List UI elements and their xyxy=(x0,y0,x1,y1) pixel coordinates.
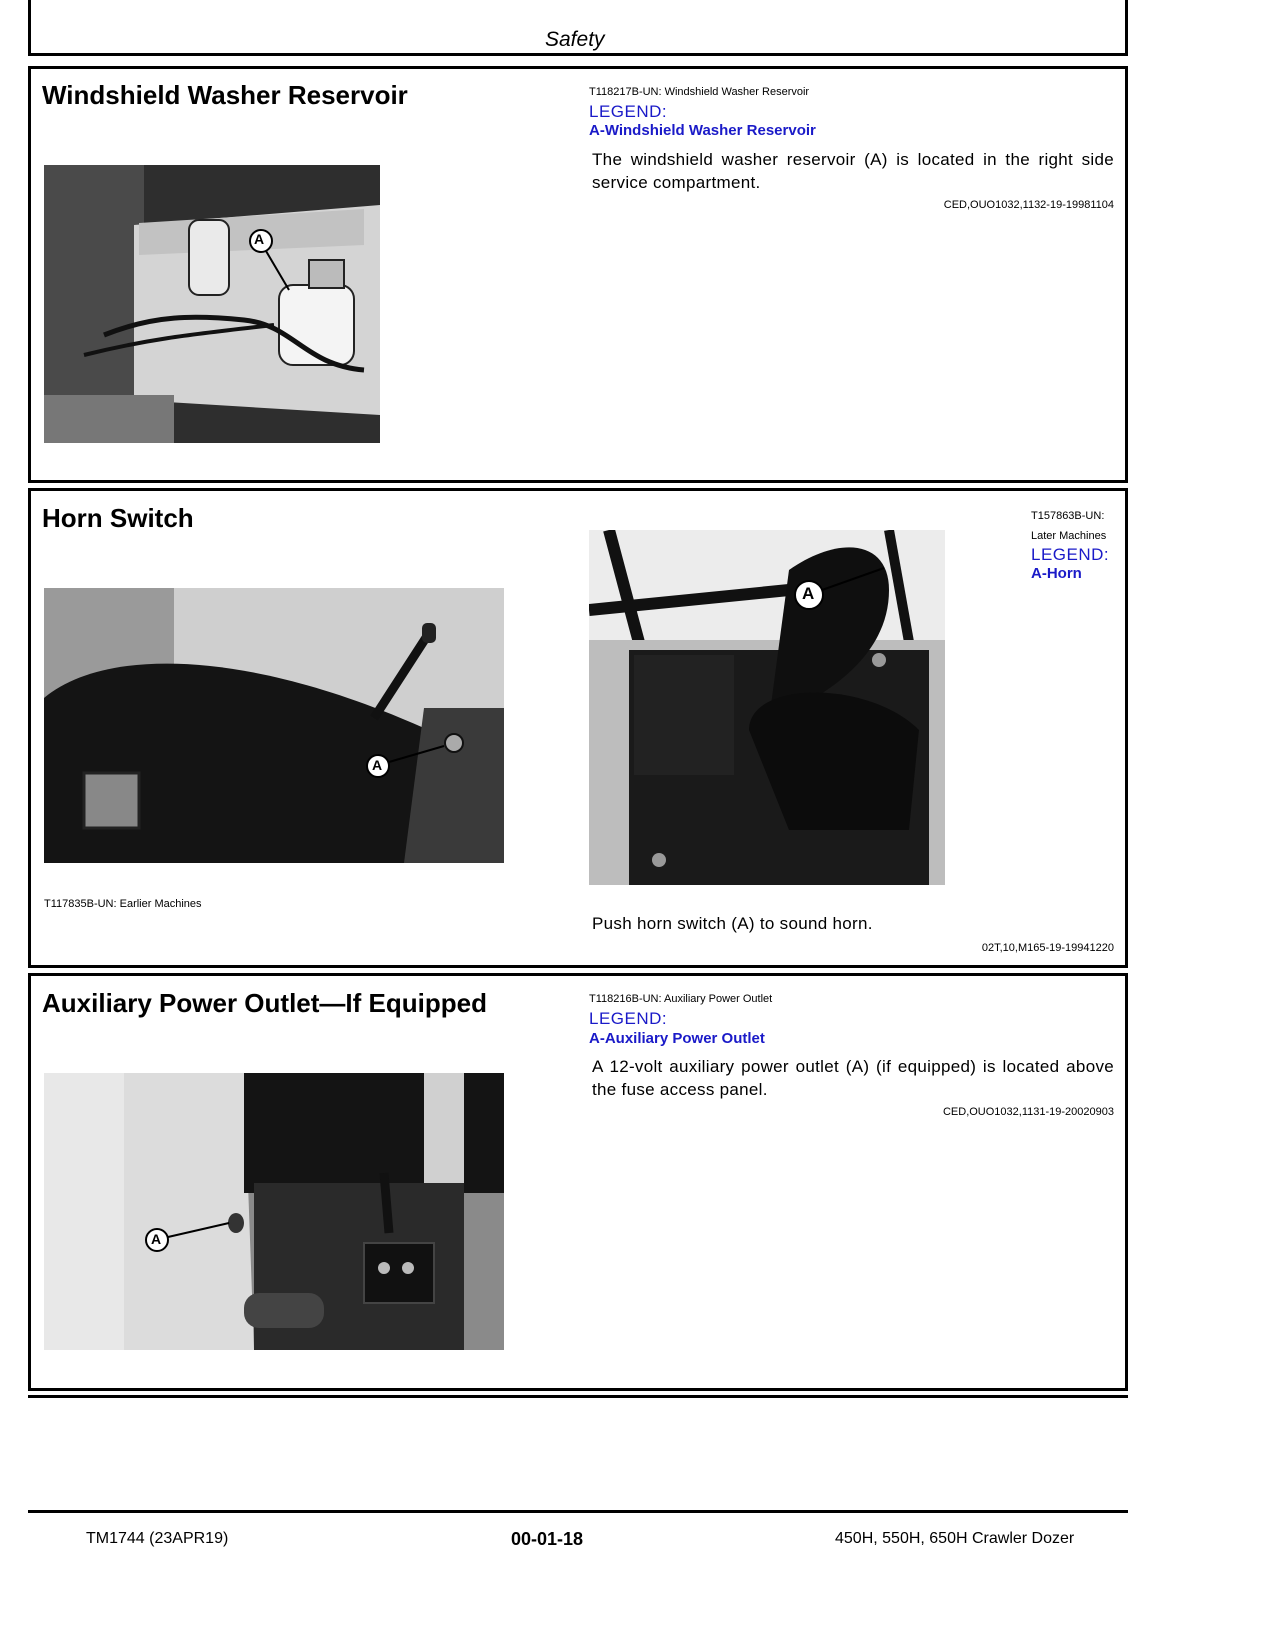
callout-a-label: A xyxy=(802,584,815,603)
footer-manual-id: TM1744 (23APR19) xyxy=(86,1530,229,1547)
footer-rule xyxy=(28,1510,1128,1513)
legend-item: A-Horn xyxy=(1031,565,1082,582)
body-text: A 12-volt auxiliary power outlet (A) (if equipped) is located above the fuse access panel. xyxy=(592,1057,1114,1099)
legend-item: A-Windshield Washer Reservoir xyxy=(589,122,816,139)
reference-code: 02T,10,M165-19-19941220 xyxy=(981,942,1114,954)
legend-item: A-Auxiliary Power Outlet xyxy=(589,1030,765,1047)
legend-label: LEGEND: xyxy=(1031,545,1110,564)
body-text: Push horn switch (A) to sound horn. xyxy=(592,914,873,933)
figure-caption: T118217B-UN: Windshield Washer Reservoir xyxy=(589,86,810,98)
figure-caption-right-line2: Later Machines xyxy=(1031,530,1107,542)
reference-code: CED,OUO1032,1131-19-20020903 xyxy=(942,1106,1114,1118)
figure-caption-right-line1: T157863B-UN: xyxy=(1031,510,1105,522)
reference-code: CED,OUO1032,1132-19-19981104 xyxy=(943,199,1114,211)
legend-label: LEGEND: xyxy=(589,102,668,121)
body-text: The windshield washer reservoir (A) is located in the right side service compartment. xyxy=(592,150,1114,192)
callout-a-label: A xyxy=(254,231,265,247)
legend-label: LEGEND: xyxy=(589,1009,668,1028)
footer-page-number: 00-01-18 xyxy=(511,1529,584,1549)
figure-caption: T118216B-UN: Auxiliary Power Outlet xyxy=(589,993,773,1005)
page-header-title: Safety xyxy=(545,28,605,51)
footer-model-name: 450H, 550H, 650H Crawler Dozer xyxy=(835,1530,1075,1547)
figure-caption-left: T117835B-UN: Earlier Machines xyxy=(44,898,202,910)
aux-power-outlet-photo xyxy=(44,1073,504,1350)
section-title: Horn Switch xyxy=(42,503,194,533)
horn-switch-earlier-photo xyxy=(44,588,504,863)
horn-switch-later-photo xyxy=(589,530,945,885)
windshield-washer-photo xyxy=(44,165,380,443)
section-title: Windshield Washer Reservoir xyxy=(42,80,408,110)
callout-a-label: A xyxy=(372,757,383,773)
callout-a-label: A xyxy=(151,1231,162,1247)
section-bottom-rule xyxy=(28,1395,1128,1398)
section-title: Auxiliary Power Outlet—If Equipped xyxy=(42,988,487,1018)
